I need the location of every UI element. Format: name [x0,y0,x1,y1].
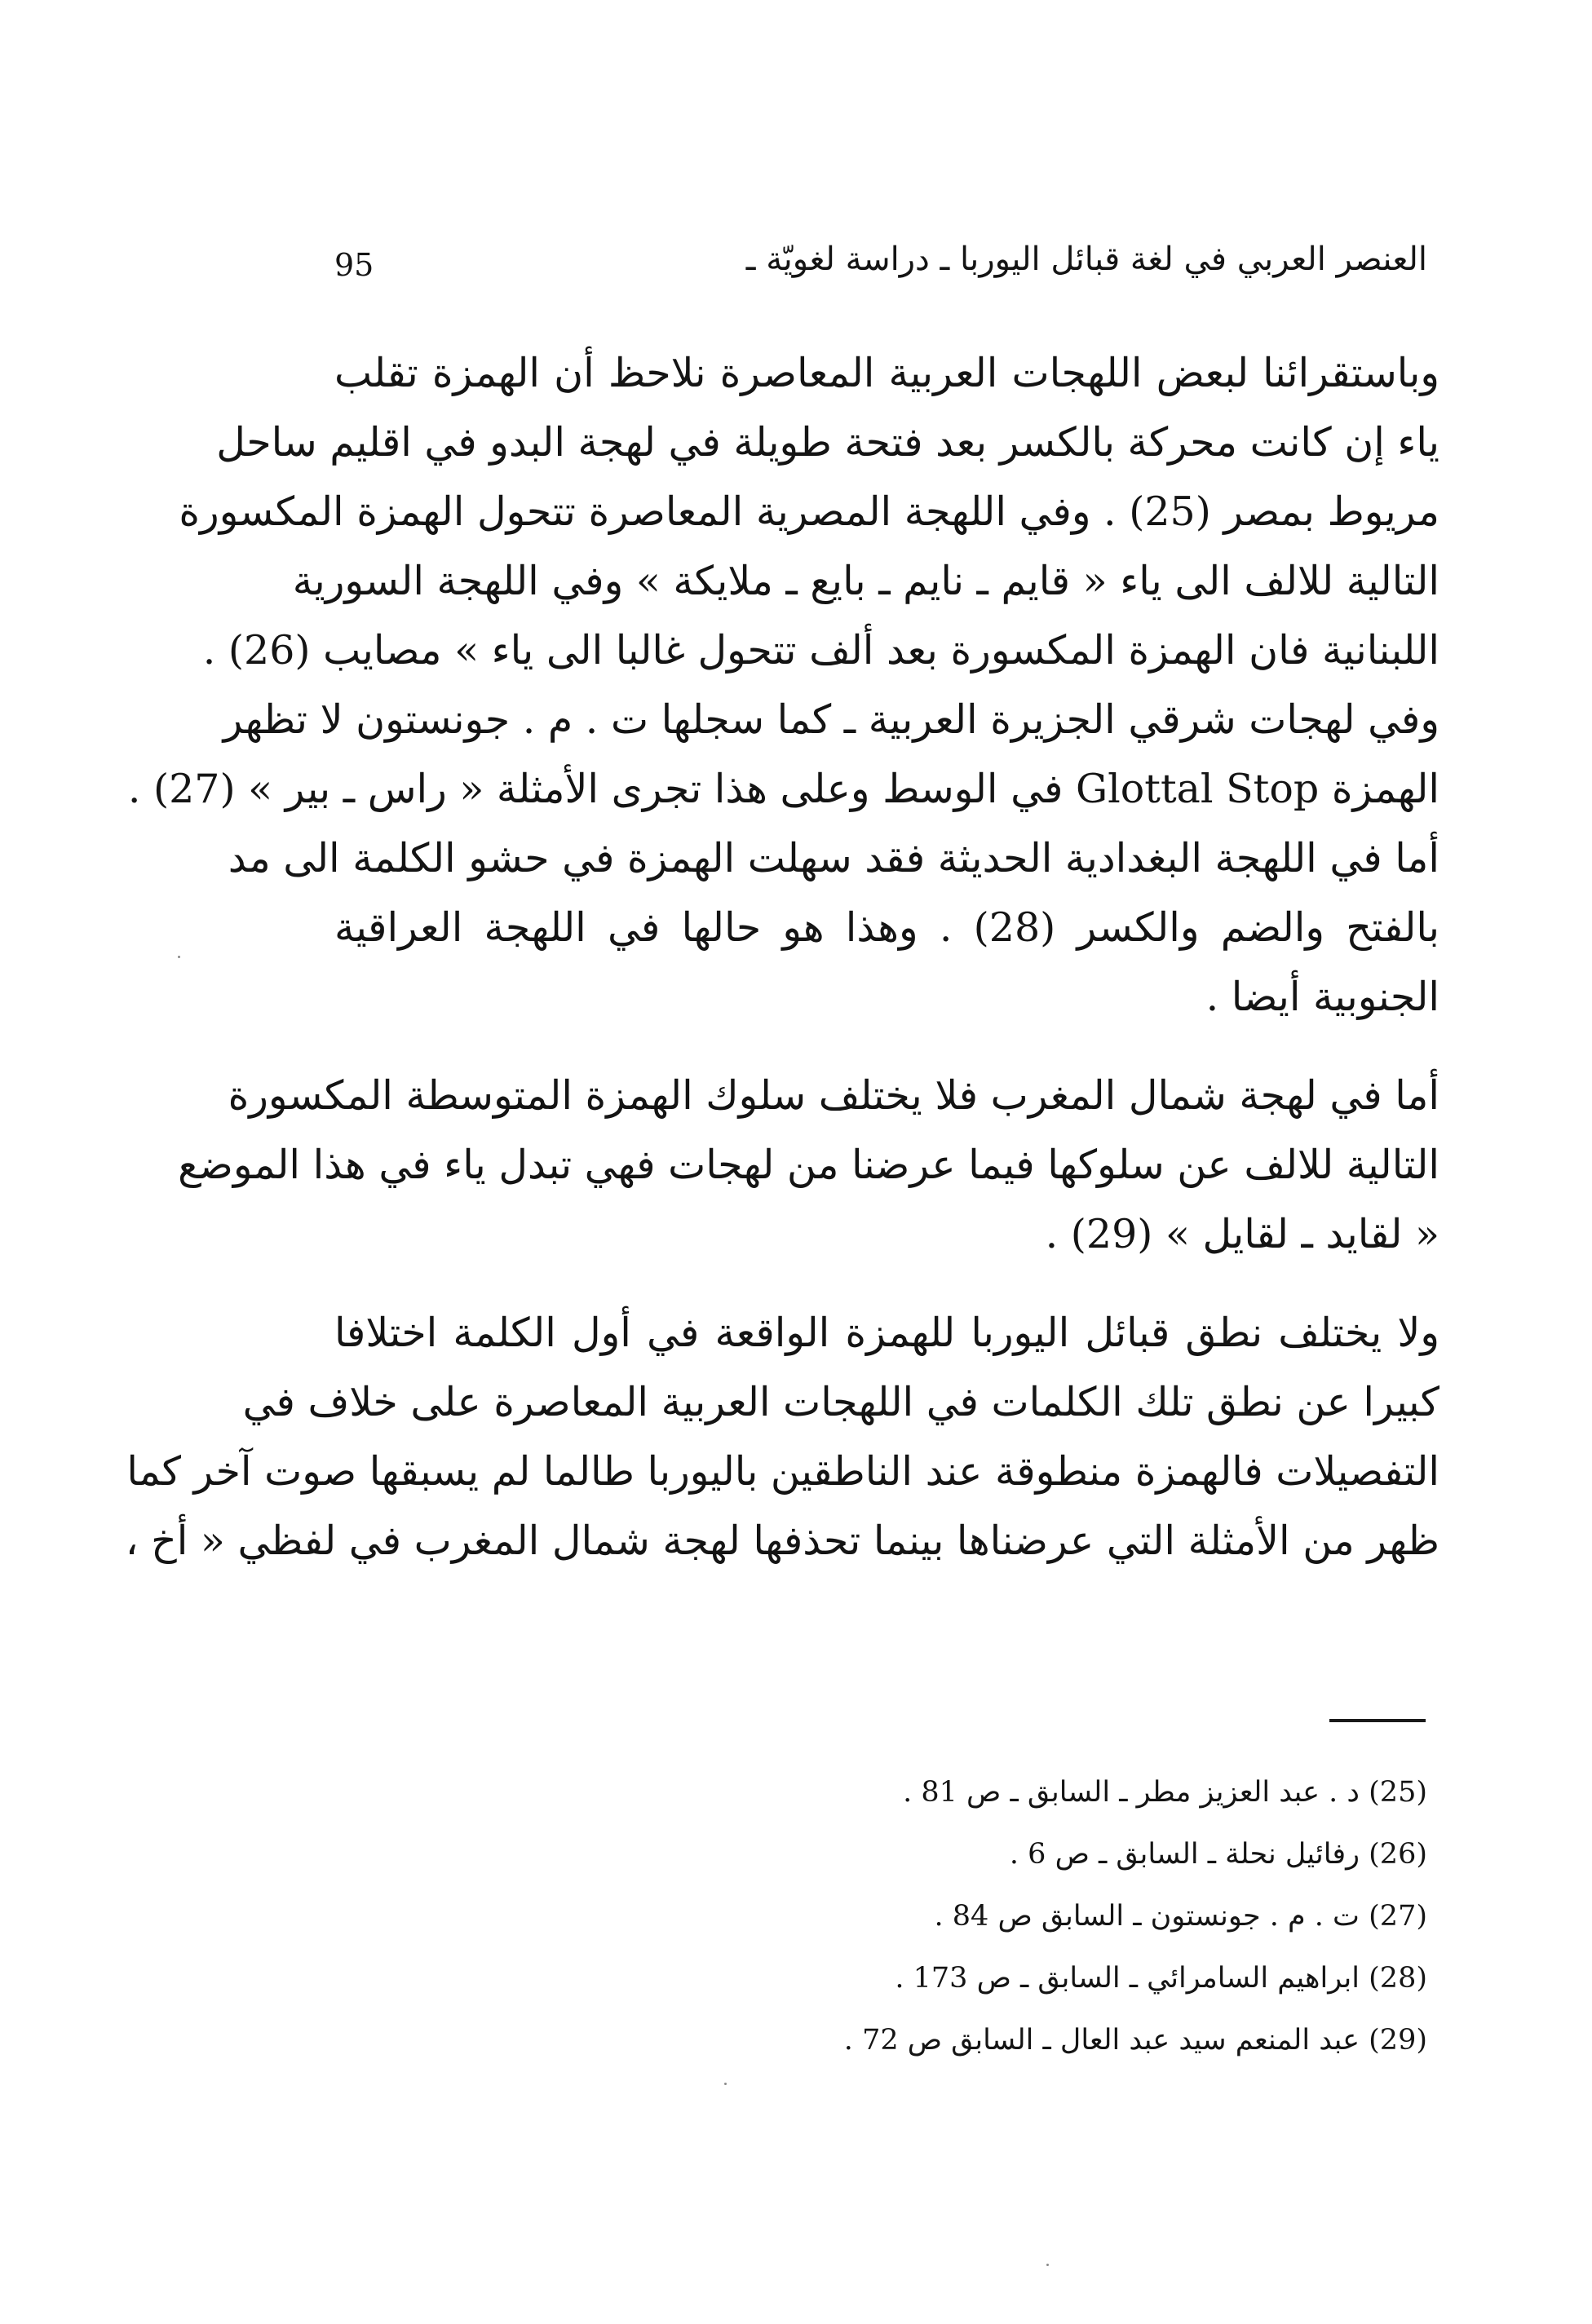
paragraph-3 [125,1298,1439,1575]
footnote-27: (27) ت . م . جونستون ـ السابق ص 84 . [934,1900,1427,1933]
footnote-28: (28) ابراهيم السامرائي ـ السابق ـ ص 173 . [895,1962,1427,1995]
text-line: كبيرا عن نطق تلك الكلمات في اللهجات العربية المعاصرة على خلاف في [242,1379,1439,1425]
footnote-26: (26) رفائيل نحلة ـ السابق ـ ص 6 . [1009,1838,1427,1871]
text-line: وباستقرائنا لبعض اللهجات العربية المعاصرة نلاحظ أن الهمزة تقلب [334,350,1439,396]
text-line: التالية للالف عن سلوكها فيما عرضنا من لهجات فهي تبدل ياء في هذا الموضع [178,1142,1439,1188]
text-line: أما في لهجة شمال المغرب فلا يختلف سلوك الهمزة المتوسطة المكسورة [228,1072,1439,1119]
text-line: الجنوبية أيضا . [1205,974,1439,1020]
text-line: بالفتح والضم والكسر (28) . وهذا هو حالها في اللهجة العراقية [334,904,1439,951]
footnotes [844,1761,1427,2071]
footnote-25: (25) د . عبد العزيز مطر ـ السابق ـ ص 81 . [903,1776,1427,1809]
text-line: ياء إن كانت محركة بالكسر بعد فتحة طويلة في لهجة البدو في اقليم ساحل [216,419,1439,466]
scan-speck [1046,2264,1049,2266]
text-line: اللبنانية فان الهمزة المكسورة بعد ألف تتحول غالبا الى ياء » مصايب (26) . [202,627,1439,674]
text-line: وفي لهجات شرقي الجزيرة العربية ـ كما سجلها ت . م . جونستون لا تظهر [223,696,1439,743]
footnote-separator [1329,1719,1426,1722]
running-title: العنصر العربي في لغة قبائل اليوربا ـ دراسة لغويّة ـ [745,241,1427,278]
scan-speck [724,2083,727,2085]
scan-speck [178,956,180,958]
text-line: الهمزة Glottal Stop في الوسط وعلى هذا تجرى الأمثلة « راس ـ بير » (27) . [127,766,1439,812]
main-text [125,338,1439,1605]
text-line: أما في اللهجة البغدادية الحديثة فقد سهلت الهمزة في حشو الكلمة الى مد [228,835,1439,881]
text-line: ولا يختلف نطق قبائل اليوربا للهمزة الواقعة في أول الكلمة اختلافا [334,1310,1439,1356]
paragraph-2 [178,1061,1439,1269]
page-number: 95 [334,247,374,283]
text-line: ظهر من الأمثلة التي عرضناها بينما تحذفها لهجة شمال المغرب في لفظي « أخ ، [125,1518,1439,1564]
paragraph-1 [127,338,1439,1032]
page-header [326,241,1427,306]
footnote-29: (29) عبد المنعم سيد عبد العال ـ السابق ص 72 . [843,2024,1427,2057]
text-line: التالية للالف الى ياء « قايم ـ نايم ـ بايع ـ ملايكة » وفي اللهجة السورية [292,558,1439,604]
text-line: التفصيلات فالهمزة منطوقة عند الناطقين باليوربا طالما لم يسبقها صوت آخر كما [126,1448,1439,1495]
text-line: مريوط بمصر (25) . وفي اللهجة المصرية المعاصرة تتحول الهمزة المكسورة [179,488,1439,535]
text-line: « لقايد ـ لقايل » (29) . [1045,1211,1439,1257]
